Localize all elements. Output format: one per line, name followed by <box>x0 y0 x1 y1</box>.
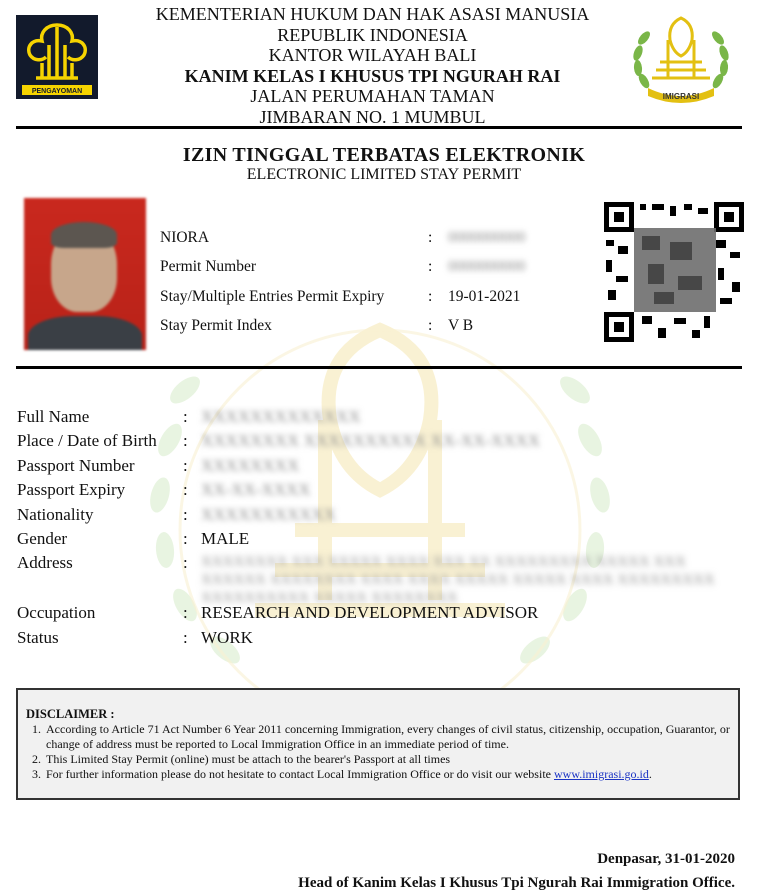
holder-photo <box>24 198 146 350</box>
logo-right-label: IMIGRASI <box>662 92 700 101</box>
holder-value-redacted: XXXXXXXXXXX <box>201 505 337 524</box>
header-line-country: REPUBLIK INDONESIA <box>277 24 468 45</box>
permit-label: Stay/Multiple Entries Permit Expiry <box>160 288 385 305</box>
logo-left-label: PENGAYOMAN <box>31 88 83 95</box>
permit-value: V B <box>448 317 474 334</box>
pengayoman-tree-icon <box>16 15 98 99</box>
watermark-emblem-icon <box>95 300 665 720</box>
document-subtitle: ELECTRONIC LIMITED STAY PERMIT <box>246 166 522 183</box>
signature-place-date: Denpasar, 31-01-2020 <box>597 851 735 867</box>
section-divider <box>16 366 742 369</box>
holder-label: Place / Date of Birth <box>17 431 157 450</box>
disclaimer-list <box>18 722 734 782</box>
disclaimer-item: 2. This Limited Stay Permit (online) must be attach to the bearer's Passport at all times <box>44 752 734 767</box>
imigrasi-emblem-icon <box>630 8 732 106</box>
holder-label: Passport Expiry <box>17 480 126 499</box>
header-line-office: KANIM KELAS I KHUSUS TPI NGURAH RAI <box>184 65 561 86</box>
holder-value-redacted: XXXXXXXX XXXXXXXXXX XX-XX-XXXX <box>201 431 541 450</box>
permit-value-redacted: 0000000000 <box>448 258 526 275</box>
qr-code-icon <box>604 202 744 342</box>
permit-label: Stay Permit Index <box>160 317 272 334</box>
header-line-street: JALAN PERUMAHAN TAMAN <box>250 86 495 106</box>
holder-value-redacted: XXXXXXXX <box>201 456 300 475</box>
disclaimer-item: 1. According to Article 71 Act Number 6 Year 2011 concerning Immigration, every changes of civil status, citizenship, occupation, Guarantor, or change of address must be reported to Local Immigration Office in an immediate period of time. <box>44 722 734 752</box>
holder-value-redacted: XXXXXXXXXXXXX <box>201 407 361 426</box>
disclaimer-item-website <box>44 767 734 782</box>
holder-label: Status <box>17 628 59 647</box>
permit-value-redacted: 0000000000 <box>448 229 526 246</box>
header-line-street-2: JIMBARAN NO. 1 MUMBUL <box>259 106 486 127</box>
pengayoman-logo <box>16 15 98 99</box>
disclaimer-title: DISCLAIMER : <box>26 707 115 721</box>
holder-value: RESEARCH AND DEVELOPMENT ADVISOR <box>201 603 539 622</box>
header-divider <box>16 126 742 129</box>
holder-label: Nationality <box>17 505 94 524</box>
holder-value-redacted: XX-XX-XXXX <box>201 480 311 499</box>
signature-office: Head of Kanim Kelas I Khusus Tpi Ngurah Rai Immigration Office. <box>298 875 735 891</box>
permit-label: Permit Number <box>160 258 256 275</box>
holder-label: Full Name <box>17 407 90 426</box>
holder-value: WORK <box>201 628 253 647</box>
disclaimer-item-text: For further information please do not hesitate to contact Local Immigration Office or do visit our website <box>46 767 554 781</box>
imigrasi-website-link[interactable]: www.imigrasi.go.id <box>553 767 649 781</box>
holder-address-redacted: XXXXXXXX XXX XXXXX XXXX XXX XX XXXXXXXXX XXXXX XXX XXXXXX XXXXXXXX XXXX XXXX XXXXX XXXXX XXXX XXXXXXXXX XXXXXXXXXX XXXXX XXXXXXXX <box>201 554 715 606</box>
header-line-regional-office: KANTOR WILAYAH BALI <box>268 45 477 65</box>
holder-label: Gender <box>17 529 68 548</box>
holder-label: Passport Number <box>17 456 135 475</box>
holder-value: MALE <box>201 529 250 548</box>
permit-value: 19-01-2021 <box>448 288 521 305</box>
holder-label: Address <box>17 553 73 572</box>
disclaimer-item-suffix: . <box>648 767 652 781</box>
holder-label: Occupation <box>17 603 96 622</box>
permit-label: NIORA <box>160 229 210 246</box>
disclaimer-box <box>16 688 740 800</box>
header-line-ministry: KEMENTERIAN HUKUM DAN HAK ASASI MANUSIA <box>155 4 590 24</box>
office-header <box>110 4 635 127</box>
document-title: IZIN TINGGAL TERBATAS ELEKTRONIK <box>182 144 586 166</box>
